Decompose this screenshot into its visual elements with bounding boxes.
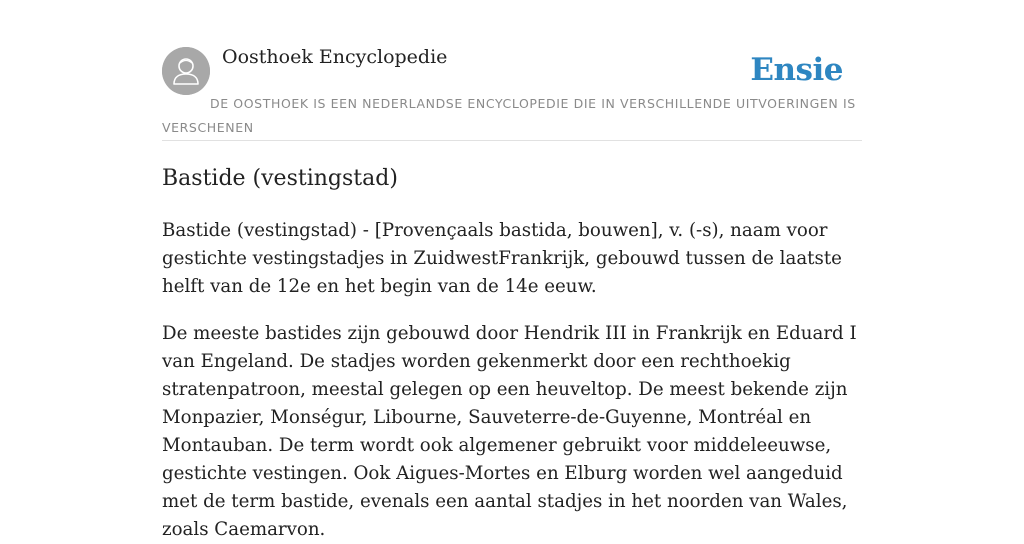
ensie-logo-link[interactable]: Ensie bbox=[750, 52, 843, 88]
article-paragraph: De meeste bastides zijn gebouwd door Hendrik III in Frankrijk en Eduard I van Engeland. De stadjes worden gekenmerkt door een rechthoekig stratenpatroon, meestal gelegen op een heuveltop. De meest bekende zijn Monpazier, Monségur, Libourne, Sauveterre-de-Guyenne, Montréal en Montauban. De term wordt ook algemener gebruikt voor middeleeuwse, gestichte vestingen. Ook Aigues-Mortes en Elburg worden wel aangeduid met de term bastide, evenals een aantal stadjes in het noorden van Wales, zoals Caemarvon. bbox=[162, 323, 857, 540]
article-title: Bastide (vestingstad) bbox=[162, 166, 398, 191]
article-paragraph: Bastide (vestingstad) - [Provençaals bastida, bouwen], v. (-s), naam voor gestichte vestingstadjes in ZuidwestFrankrijk, gebouwd tussen de laatste helft van de 12e en het begin van de 14e eeuw. bbox=[162, 220, 842, 297]
article bbox=[162, 160, 862, 544]
site-tagline: DE OOSTHOEK IS EEN NEDERLANDSE ENCYCLOPEDIE DIE IN VERSCHILLENDE UITVOERINGEN IS VERSCHENEN bbox=[162, 96, 856, 135]
user-icon[interactable] bbox=[162, 47, 210, 95]
header bbox=[162, 44, 862, 141]
site-title[interactable]: Oosthoek Encyclopedie bbox=[222, 46, 448, 68]
